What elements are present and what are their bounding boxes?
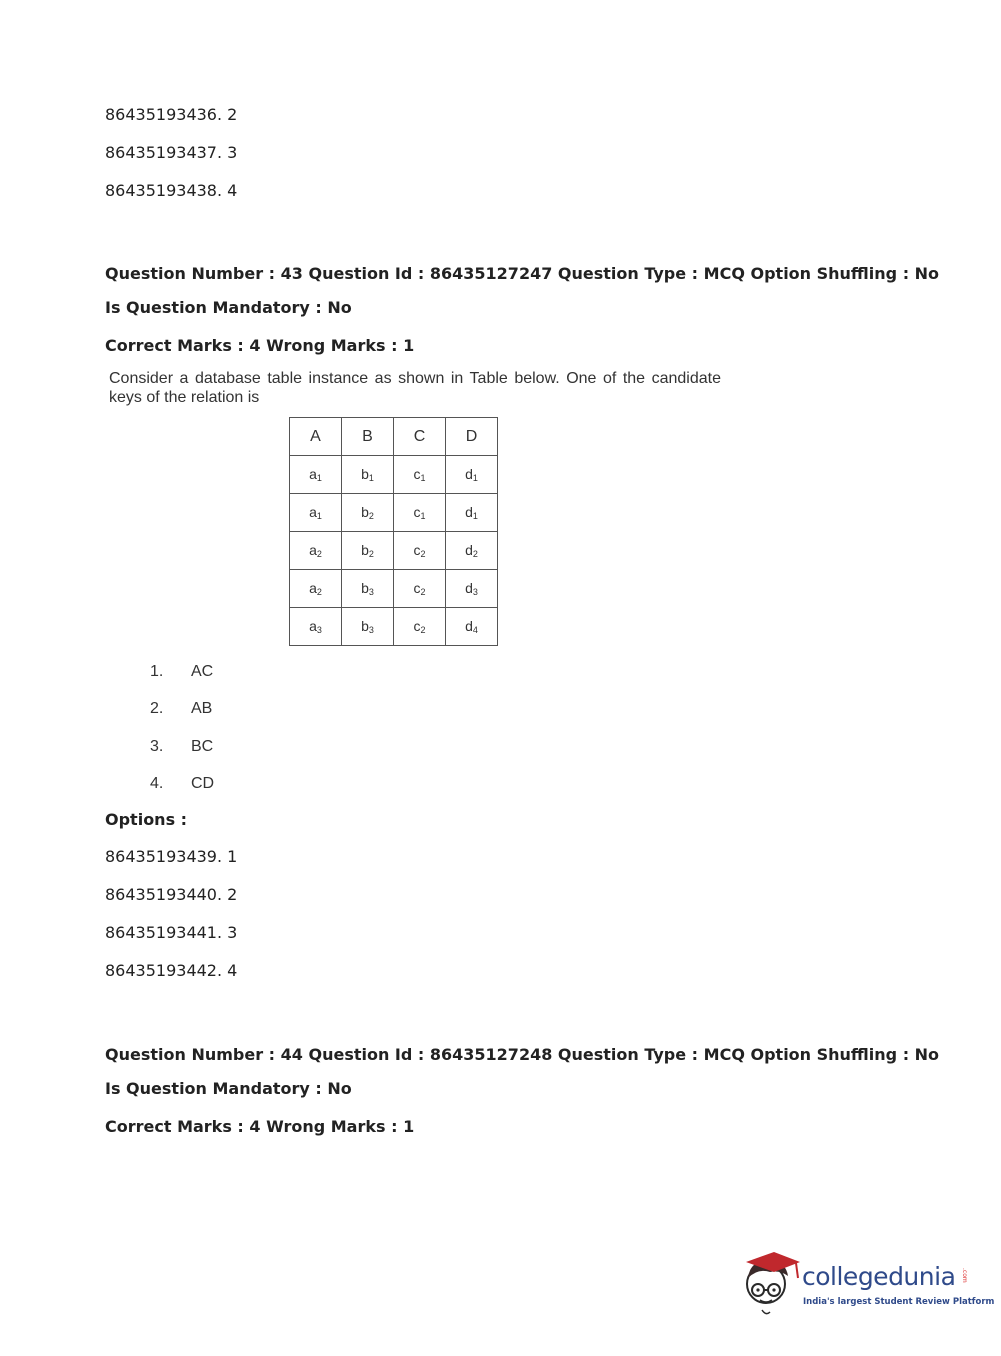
options-label: Options : <box>105 810 188 829</box>
choice-number: 4. <box>150 775 164 792</box>
table-header-cell: C <box>394 418 446 456</box>
q44-marks: Correct Marks : 4 Wrong Marks : 1 <box>105 1117 415 1136</box>
table-row <box>290 608 498 646</box>
table-header-cell: B <box>342 418 394 456</box>
choice-text: BC <box>191 738 214 755</box>
choice-item <box>150 663 213 681</box>
choice-number: 3. <box>150 738 164 755</box>
table-cell: $c_1$ <box>394 494 446 532</box>
choice-text: AC <box>191 663 214 680</box>
table-cell: $c_1$ <box>394 456 446 494</box>
choice-number: 1. <box>150 663 164 680</box>
table-row <box>290 570 498 608</box>
q43-mandatory: Is Question Mandatory : No <box>105 298 352 317</box>
mascot-icon <box>740 1248 802 1318</box>
table-cell: $b_2$ <box>342 494 394 532</box>
choice-item <box>150 775 214 793</box>
option-item: 86435193439. 1 <box>105 847 238 866</box>
q43-header: Question Number : 43 Question Id : 86435127247 Question Type : MCQ Option Shuffling : No <box>105 264 940 283</box>
choice-item <box>150 738 213 756</box>
table-cell: $c_2$ <box>394 570 446 608</box>
choice-item <box>150 700 212 718</box>
option-item: 86435193441. 3 <box>105 923 238 942</box>
table-cell: $d_3$ <box>446 570 498 608</box>
table-cell: $d_2$ <box>446 532 498 570</box>
choice-text: CD <box>191 775 215 792</box>
table-cell: $d_1$ <box>446 456 498 494</box>
q44-mandatory: Is Question Mandatory : No <box>105 1079 352 1098</box>
table-row <box>290 532 498 570</box>
table-cell: $c_2$ <box>394 608 446 646</box>
table-cell: $d_4$ <box>446 608 498 646</box>
brand-name: collegedunia <box>802 1262 956 1291</box>
choice-text: AB <box>191 700 213 717</box>
table-cell: $b_2$ <box>342 532 394 570</box>
table-cell: $c_2$ <box>394 532 446 570</box>
table-cell: $a_2$ <box>290 570 342 608</box>
table-cell: $b_3$ <box>342 570 394 608</box>
option-item: 86435193440. 2 <box>105 885 238 904</box>
option-item: 86435193442. 4 <box>105 961 238 980</box>
table-cell: $a_1$ <box>290 456 342 494</box>
prev-option-2: 86435193437. 3 <box>105 143 238 162</box>
table-row <box>290 494 498 532</box>
prev-option-3: 86435193438. 4 <box>105 181 238 200</box>
collegedunia-logo <box>740 1248 995 1318</box>
table-cell: $a_1$ <box>290 494 342 532</box>
table-cell: $a_3$ <box>290 608 342 646</box>
table-cell: $b_1$ <box>342 456 394 494</box>
table-header-row <box>290 418 498 456</box>
brand-tagline: India's largest Student Review Platform <box>803 1297 995 1307</box>
table-header-cell: D <box>446 418 498 456</box>
choice-number: 2. <box>150 700 164 717</box>
q44-header: Question Number : 44 Question Id : 86435127248 Question Type : MCQ Option Shuffling : No <box>105 1045 940 1064</box>
table-header-cell: A <box>290 418 342 456</box>
prev-option-1: 86435193436. 2 <box>105 105 238 124</box>
table-cell: $d_1$ <box>446 494 498 532</box>
table-cell: $a_2$ <box>290 532 342 570</box>
table-row <box>290 456 498 494</box>
table-cell: $b_3$ <box>342 608 394 646</box>
q43-marks: Correct Marks : 4 Wrong Marks : 1 <box>105 336 415 355</box>
brand-suffix: .com <box>961 1268 968 1283</box>
relation-table <box>289 417 498 646</box>
q43-stem: Consider a database table instance as shown in Table below. One of the candidate keys of the relation is <box>109 370 721 406</box>
